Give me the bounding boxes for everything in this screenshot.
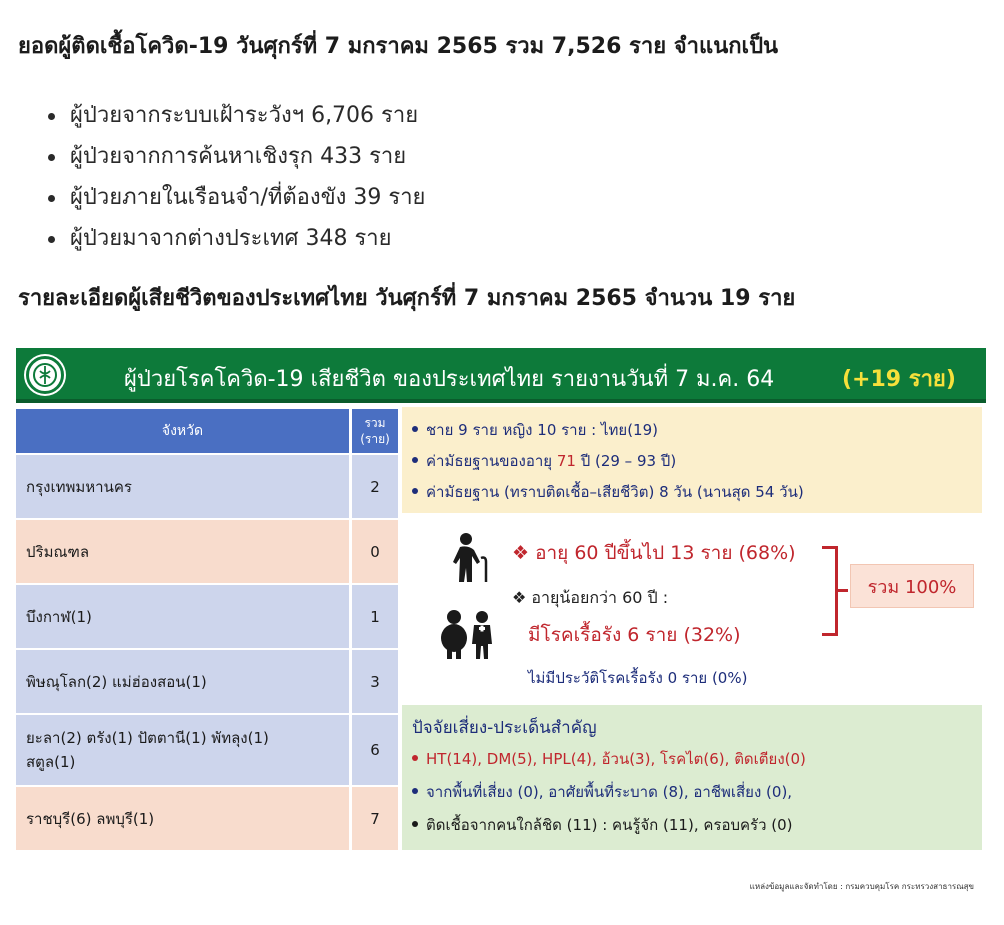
gender-nationality-text: ชาย 9 ราย หญิง 10 ราย : ไทย(19) — [426, 421, 658, 439]
heading-case-total: ยอดผู้ติดเชื้อโควิด-19 วันศุกร์ที่ 7 มกราคม 2565 รวม 7,526 ราย จำแนกเป็น — [18, 34, 779, 59]
province-cell: ราชบุรี(6) ลพบุรี(1) — [16, 787, 352, 850]
list-item: ผู้ป่วยจากระบบเฝ้าระวังฯ 6,706 ราย — [48, 95, 425, 136]
risk-line-areas — [412, 776, 972, 809]
list-item: ผู้ป่วยภายในเรือนจำ/ที่ต้องขัง 39 ราย — [48, 177, 425, 218]
table-row — [16, 715, 398, 785]
bullet-icon — [412, 488, 418, 494]
no-chronic-disease-text: ไม่มีประวัติโรคเรื้อรัง 0 ราย (0%) — [528, 669, 748, 687]
risk-factors-panel — [402, 705, 982, 850]
column-header-province: จังหวัด — [16, 409, 352, 453]
list-item: ผู้ป่วยมาจากต่างประเทศ 348 ราย — [48, 218, 425, 259]
table-row — [16, 787, 398, 850]
count-cell: 6 — [352, 715, 398, 785]
risk-line-diseases — [412, 743, 972, 776]
age-breakdown — [402, 518, 982, 698]
age-under-60-text: ❖ อายุน้อยกว่า 60 ปี : — [512, 588, 669, 607]
bullet-icon — [412, 426, 418, 432]
elderly-person-icon — [450, 532, 494, 588]
count-cell: 0 — [352, 520, 398, 583]
demographics-panel — [402, 407, 982, 513]
median-age-value: 71 — [556, 452, 576, 470]
risk-line-contacts — [412, 809, 972, 842]
death-infographic — [16, 348, 986, 858]
chronic-disease-text: มีโรคเรื้อรัง 6 ราย (32%) — [528, 624, 741, 646]
table-row — [16, 520, 398, 583]
count-cell: 1 — [352, 585, 398, 648]
bracket-line — [822, 546, 838, 636]
median-age-label: ค่ามัธยฐานของอายุ — [426, 452, 557, 470]
province-cell: พิษณุโลก(2) แม่ฮ่องสอน(1) — [16, 650, 352, 713]
bracket-tick — [838, 589, 848, 592]
age-over-60-text: ❖ อายุ 60 ปีขึ้นไป 13 ราย (68%) — [512, 542, 796, 564]
banner-title: ผู้ป่วยโรคโควิด-19 เสียชีวิต ของประเทศไทย รายงานวันที่ 7 ม.ค. 64 — [124, 367, 775, 392]
median-age-range: ปี (29 – 93 ปี) — [575, 452, 677, 470]
bullet-icon — [412, 457, 418, 463]
list-item: ผู้ป่วยจากการค้นหาเชิงรุก 433 ราย — [48, 136, 425, 177]
median-duration-text: ค่ามัธยฐาน (ทราบติดเชื้อ–เสียชีวิต) 8 วัน (นานสุด 54 วัน) — [426, 483, 804, 501]
province-cell: ยะลา(2) ตรัง(1) ปัตตานี(1) พัทลุง(1) สตูล(1) — [16, 715, 352, 785]
patients-icon — [438, 608, 498, 664]
count-cell: 7 — [352, 787, 398, 850]
risk-diseases-text: HT(14), DM(5), HPL(4), อ้วน(3), โรคไต(6), ติดเตียง(0) — [426, 750, 806, 768]
count-cell: 3 — [352, 650, 398, 713]
province-cell: กรุงเทพมหานคร — [16, 455, 352, 518]
median-age-line — [412, 446, 972, 477]
banner-delta: (+19 ราย) — [842, 367, 956, 392]
risk-factors-title: ปัจจัยเสี่ยง-ประเด็นสำคัญ — [412, 718, 597, 738]
table-row — [16, 585, 398, 648]
count-cell: 2 — [352, 455, 398, 518]
province-table — [16, 407, 398, 852]
infographic-banner — [16, 348, 986, 403]
ministry-seal-icon — [26, 356, 64, 394]
total-percent-box: รวม 100% — [850, 564, 974, 608]
bullet-icon — [412, 755, 418, 761]
bullet-icon — [412, 788, 418, 794]
risk-areas-text: จากพื้นที่เสี่ยง (0), อาศัยพื้นที่ระบาด (8), อาชีพเสี่ยง (0), — [426, 783, 793, 801]
province-cell: ปริมณฑล — [16, 520, 352, 583]
case-breakdown-list — [48, 95, 425, 259]
bullet-icon — [412, 821, 418, 827]
gender-nationality-line — [412, 415, 972, 446]
source-credit: แหล่งข้อมูลและจัดทำโดย : กรมควบคุมโรค กระทรวงสาธารณสุข — [749, 882, 974, 891]
province-cell: บึงกาฬ(1) — [16, 585, 352, 648]
column-header-count-unit: (ราย) — [360, 432, 390, 446]
column-header-count — [352, 409, 398, 453]
table-row — [16, 650, 398, 713]
table-row — [16, 455, 398, 518]
column-header-count-label: รวม — [364, 416, 386, 430]
heading-death-details: รายละเอียดผู้เสียชีวิตของประเทศไทย วันศุกร์ที่ 7 มกราคม 2565 จำนวน 19 ราย — [18, 286, 796, 311]
risk-contacts-text: ติดเชื้อจากคนใกล้ชิด (11) : คนรู้จัก (11), ครอบครัว (0) — [426, 816, 793, 834]
median-duration-line — [412, 477, 972, 508]
